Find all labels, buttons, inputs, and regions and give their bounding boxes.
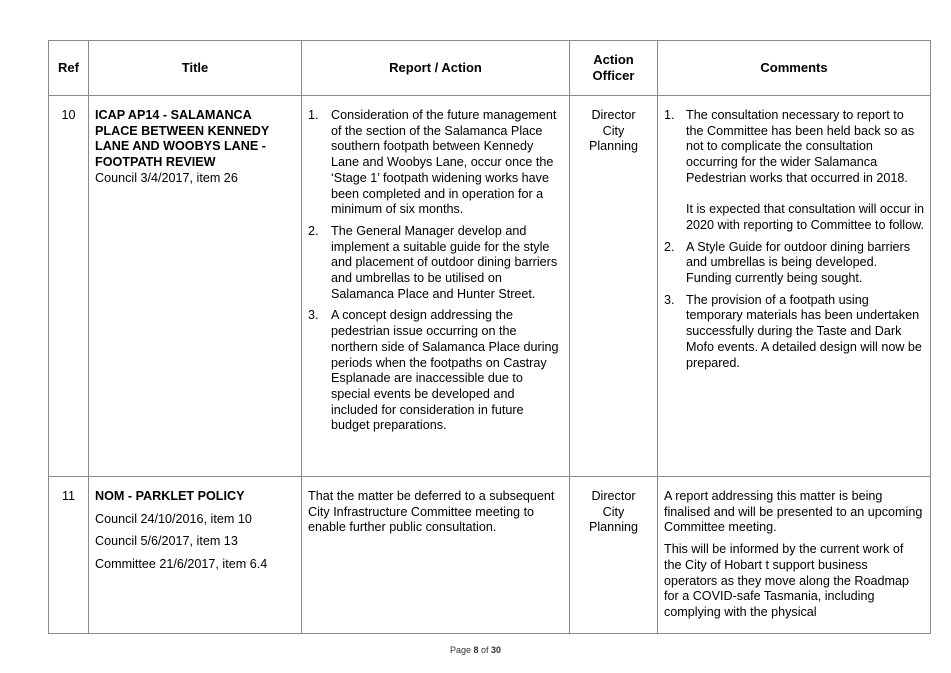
row-comments-cell [658, 477, 931, 634]
footer-current-page: 8 [473, 645, 479, 655]
action-item: 2. The General Manager develop and implement a suitable guide for the style and placement of outdoor dining barriers and umbrellas to be utilised on Salamanca Place and Hunter Street. [308, 223, 558, 301]
row-officer: Director City Planning [570, 477, 658, 634]
comment-paragraph: A report addressing this matter is being finalised and will be presented to an upcoming Committee meeting. [664, 489, 923, 535]
footer-total-pages: 30 [491, 645, 502, 655]
table-row [49, 477, 931, 634]
row-comments-cell [658, 96, 931, 477]
action-item: 3. A concept design addressing the pedestrian issue occurring on the northern side of Salamanca Place during periods when the footpaths on Castray Esplanade are inaccessible due to special events be developed and included for consideration in future budget preparations. [308, 308, 559, 433]
row-title: NOM - PARKLET POLICY [95, 489, 245, 503]
row-meta [95, 171, 295, 187]
row-ref: 10 [49, 96, 89, 477]
row-title: ICAP AP14 - SALAMANCA PLACE BETWEEN KENNEDY LANE AND WOOBYS LANE - FOOTPATH REVIEW [95, 108, 270, 170]
meta-line: Council 24/10/2016, item 10 [95, 511, 252, 526]
row-ref: 11 [49, 477, 89, 634]
comment-item: 2. A Style Guide for outdoor dining barriers and umbrellas is being developed. Funding currently being sought. [664, 239, 911, 286]
row-officer: Director City Planning [570, 96, 658, 477]
header-title: Title [89, 41, 302, 96]
header-ref: Ref [49, 41, 89, 96]
action-item: 1. Consideration of the future management of the section of the Salamanca Place southern footpath between Kennedy Lane and Woobys Lane, occur once the ‘Stage 1’ footpath widening works have been completed and in operation for a minimum of six months. [308, 108, 557, 217]
report-table [48, 40, 931, 634]
header-comments: Comments [658, 41, 931, 96]
comment-item: 1. The consultation necessary to report to the Committee has been held back so as not to complicate the consultation occurring for the wider Salamanca Pedestrian works that occurred in 2018. It is expected that consultation will occur in 2020 with reporting to Committee to follow. [664, 108, 925, 232]
action-text: That the matter be deferred to a subsequent City Infrastructure Committee meeting to enable further public consultation. [308, 489, 555, 535]
comment-item: 3. The provision of a footpath using temporary materials has been undertaken successfully during the Taste and Dark Mofo events. A detailed design will now be prepared. [664, 292, 922, 370]
table-row [49, 96, 931, 477]
meta-line: Council 3/4/2017, item 26 [95, 170, 238, 185]
row-meta [95, 512, 295, 573]
row-title-cell [89, 477, 302, 634]
page-footer [0, 645, 951, 655]
footer-of: of [481, 645, 489, 655]
header-action-officer: Action Officer [570, 41, 658, 96]
header-row [49, 41, 931, 96]
comment-paragraph: This will be informed by the current work of the City of Hobart t support business operators as they move along the Roadmap for a COVID-safe Tasmania, including complying with the physical [664, 542, 910, 619]
header-report-action: Report / Action [302, 41, 570, 96]
footer-prefix: Page [449, 645, 471, 655]
row-actions-cell [302, 96, 570, 477]
meta-line: Committee 21/6/2017, item 6.4 [95, 557, 268, 572]
comment-list [664, 108, 924, 371]
action-list [308, 108, 563, 434]
meta-line: Council 5/6/2017, item 13 [95, 534, 238, 549]
row-title-cell [89, 96, 302, 477]
row-actions-cell [302, 477, 570, 634]
